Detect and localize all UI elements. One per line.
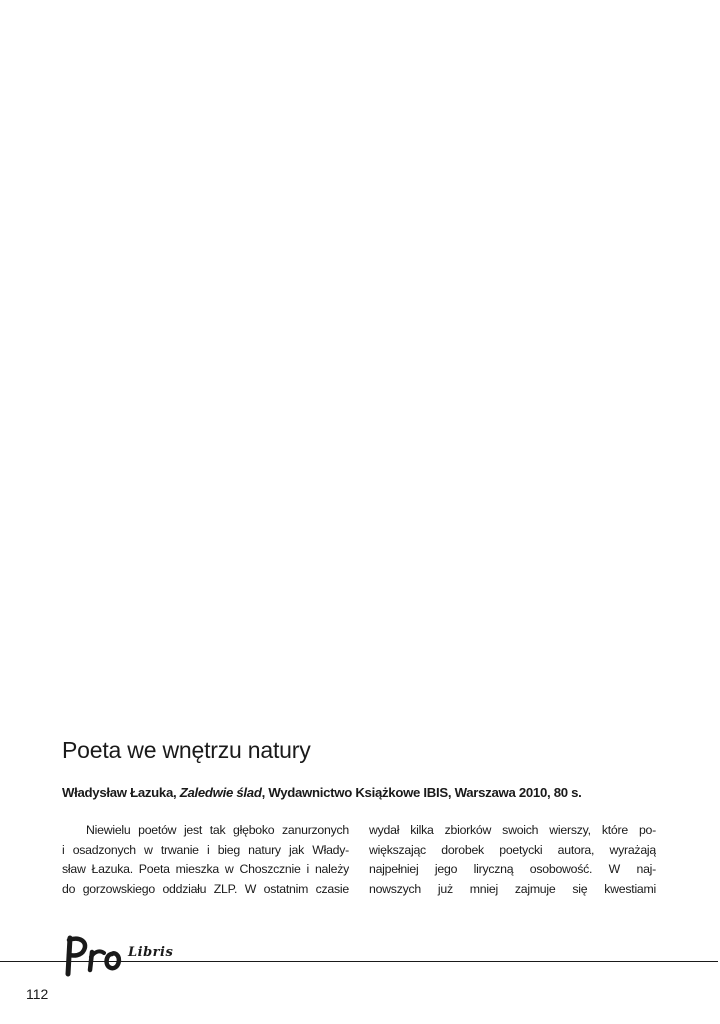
text-line: nowszych już mniej zajmuje się kwestiami (369, 881, 656, 896)
logo-libris-text: Libris (128, 945, 174, 960)
text-line: większając dorobek poetycki autora, wyrażają (369, 842, 656, 857)
bibliographic-note (62, 785, 582, 800)
body-column-right (369, 821, 656, 899)
text-line: sław Łazuka. Poeta mieszka w Choszcznie i należy (62, 862, 349, 876)
text-line: i osadzonych w trwanie i bieg natury jak Włady- (62, 842, 349, 857)
article-title: Poeta we wnętrzu natury (62, 737, 311, 763)
footer-divider (0, 961, 718, 962)
body-column-left (62, 821, 349, 899)
biblio-book-title: Zaledwie ślad (179, 785, 262, 800)
text-line: do gorzowskiego oddziału ZLP. W ostatnim czasie (62, 881, 349, 896)
text-line: Niewielu poetów jest tak głęboko zanurzonych (86, 823, 349, 837)
biblio-author: Władysław Łazuka, (62, 785, 180, 800)
biblio-publisher: , Wydawnictwo Książkowe IBIS, Warszawa 2010, 80 s. (261, 785, 582, 800)
page-number: 112 (26, 986, 49, 1002)
text-line: wydał kilka zbiorków swoich wierszy, które po- (369, 823, 656, 837)
text-line: najpełniej jego liryczną osobowość. W naj- (369, 862, 656, 876)
